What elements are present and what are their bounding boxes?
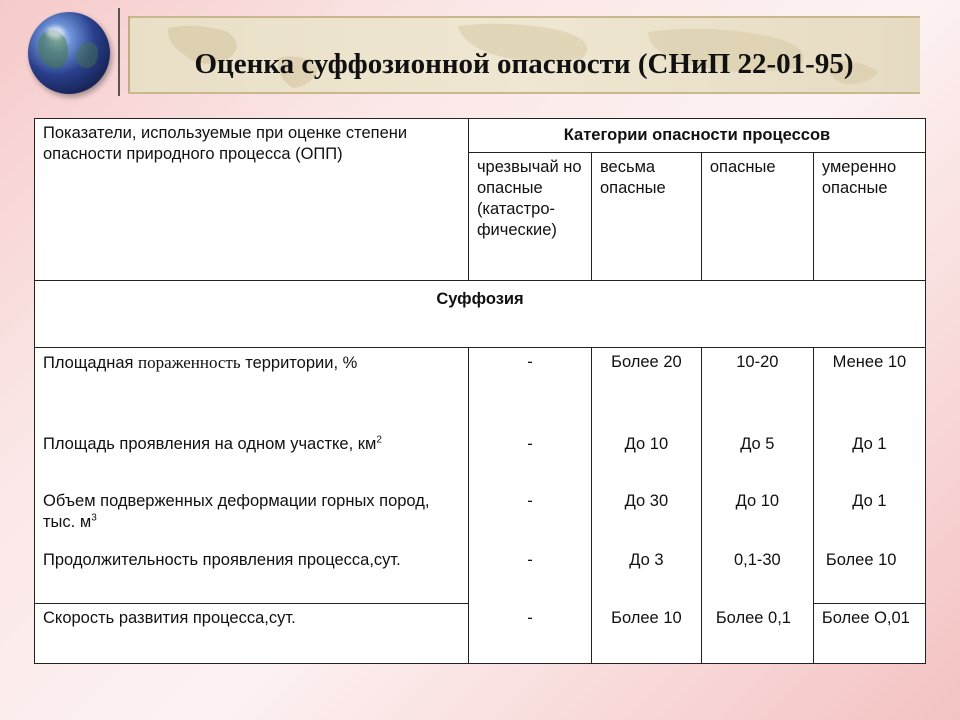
value-text: Более 10 (611, 608, 682, 627)
category-cell-very-dangerous (591, 153, 701, 281)
table-row (35, 487, 926, 546)
value-text: 10-20 (736, 353, 779, 371)
row-label-part: пораженность (138, 353, 241, 372)
category-label: опасные (709, 158, 776, 176)
globe-highlight (46, 26, 64, 38)
category-cell-moderate (813, 153, 925, 281)
section-row-suffusion (35, 281, 926, 348)
value-text: - (527, 491, 533, 510)
row-label-cell (35, 487, 469, 546)
value-text: Более 10 (825, 550, 897, 569)
row-label-cell (35, 348, 469, 430)
value-cell (701, 604, 813, 664)
row-label-cell (35, 546, 469, 604)
globe-logo-icon (28, 12, 110, 94)
indicator-header-cell (35, 119, 469, 281)
value-text: 0,1-30 (733, 550, 781, 569)
value-cell (468, 546, 591, 604)
row-label-text: Площадь проявления на одном участке, км (43, 434, 377, 453)
globe-land-shape (76, 42, 98, 68)
value-text: - (527, 550, 533, 569)
value-text: - (527, 434, 533, 453)
table-row (35, 348, 926, 430)
category-cell-dangerous (701, 153, 813, 281)
row-label-part: Площадная (43, 354, 139, 372)
value-text: До 30 (624, 491, 669, 510)
value-cell (813, 487, 925, 546)
value-text: Менее 10 (832, 353, 907, 371)
title-banner-edge (128, 16, 130, 92)
category-label: умеренно опасные (821, 158, 897, 197)
table-row (35, 546, 926, 604)
title-divider-line (118, 8, 120, 96)
category-cell-catastrophic (468, 153, 591, 281)
value-cell (813, 430, 925, 487)
unit-superscript: 2 (376, 434, 382, 445)
value-cell (591, 430, 701, 487)
value-cell (813, 604, 925, 664)
value-cell (591, 348, 701, 430)
value-text: Более 0,1 (715, 608, 791, 627)
value-cell (468, 487, 591, 546)
row-label-text: Скорость развития процесса,сут. (43, 609, 296, 627)
categories-header-cell (468, 119, 925, 153)
hazard-assessment-table (34, 118, 926, 664)
value-cell (701, 546, 813, 604)
value-text: До 1 (852, 491, 887, 510)
categories-header-text: Категории опасности процессов (563, 126, 831, 144)
row-label-cell (35, 430, 469, 487)
table-row (35, 604, 926, 664)
section-title: Суффозия (436, 290, 524, 308)
row-label-cell (35, 604, 469, 664)
row-label-text: Объем подверженных деформации горных пород, тыс. м (43, 491, 430, 531)
category-label: чрезвычай но опасные (катастро-фические) (476, 158, 582, 239)
indicator-header-text: Показатели, используемые при оценке степени опасности природного процесса (ОПП) (43, 124, 408, 163)
value-text: Более 20 (611, 353, 682, 371)
value-cell (813, 348, 925, 430)
value-cell (468, 348, 591, 430)
value-text: - (527, 353, 533, 371)
value-cell (468, 430, 591, 487)
table-row (35, 430, 926, 487)
value-text: До 5 (740, 434, 775, 453)
row-label-part: территории, % (240, 354, 358, 372)
row-label-text: Продолжительность проявления процесса,сут. (43, 550, 401, 569)
value-text: До 10 (624, 434, 669, 453)
value-text: - (527, 608, 533, 627)
value-cell (813, 546, 925, 604)
category-label: весьма опасные (599, 158, 666, 197)
value-text: Более О,01 (821, 609, 910, 627)
value-text: До 1 (852, 434, 887, 453)
value-text: До 10 (735, 491, 780, 510)
value-cell (701, 430, 813, 487)
value-cell (468, 604, 591, 664)
page-title: Оценка суффозионной опасности (СНиП 22-01-95) (194, 48, 854, 80)
unit-superscript: 3 (91, 512, 97, 523)
value-text: До 3 (629, 550, 664, 569)
value-cell (701, 348, 813, 430)
value-cell (591, 604, 701, 664)
value-cell (591, 546, 701, 604)
value-cell (701, 487, 813, 546)
title-banner (128, 16, 920, 94)
value-cell (591, 487, 701, 546)
